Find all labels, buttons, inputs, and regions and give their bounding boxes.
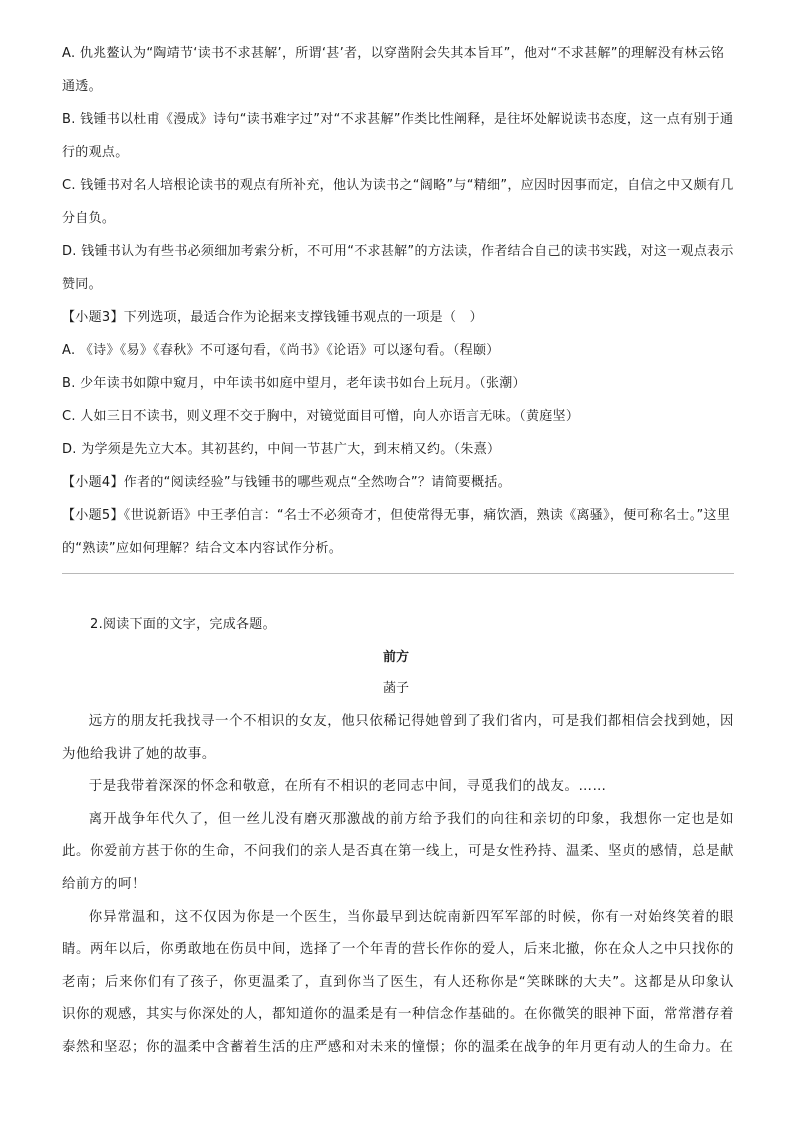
option-text: 为学须是先立大本。其初甚约，中间一节甚广大，到末梢又约。（朱熹） xyxy=(81,442,501,457)
option-text: 仇兆鳌认为“陶靖节‘读书不求甚解’，所谓‘甚’者，以穿凿附会失其本旨耳”，他对“不求甚解”的理解没有林云铭通透。 xyxy=(62,46,725,94)
question4-text: 【小题4】作者的“阅读经验”与钱锺书的哪些观点“全然吻合”？请简要概括。 xyxy=(62,475,512,490)
option-text: 《诗》《易》《春秋》不可逐句看，《尚书》《论语》可以逐句看。（程颐） xyxy=(79,343,500,358)
option-text: 钱锺书认为有些书必须细加考索分析，不可用“不求甚解”的方法读，作者结合自己的读书实践，对这一观点表示赞同。 xyxy=(62,244,734,292)
option-3b xyxy=(62,367,734,400)
option-text: 钱锺书对名人培根论读书的观点有所补充，他认为读书之“阔略”与“精细”，应因时因事而定，自信之中又颇有几分自负。 xyxy=(62,178,734,226)
option-label: B. xyxy=(62,376,76,391)
option-label: D. xyxy=(62,442,77,457)
question3-stem: 【小题3】下列选项，最适合作为论据来支撑钱锺书观点的一项是（ ） xyxy=(62,310,483,325)
option-label: B. xyxy=(62,112,76,127)
article-paragraph: 于是我带着深深的怀念和敬意，在所有不相识的老同志中间，寻觅我们的战友。…… xyxy=(88,779,607,795)
article-body xyxy=(62,706,734,1065)
option-label: A. xyxy=(62,343,76,358)
option-label: D. xyxy=(62,244,77,259)
option-label: A. xyxy=(62,46,76,61)
option-label: C. xyxy=(62,409,76,424)
option-2b xyxy=(62,103,734,169)
option-text: 钱锺书以杜甫《漫成》诗句“读书难字过”对“不求甚解”作类比性阐释，是往坏处解说读书态度，这一点有别于通行的观点。 xyxy=(62,112,734,160)
option-text: 人如三日不读书，则义理不交于胸中，对镜觉面目可憎，向人亦语言无味。（黄庭坚） xyxy=(80,409,580,424)
article-paragraph: 你异常温和，这不仅因为你是一个医生，当你最早到达皖南新四军军部的时候，你有一对始终笑着的眼睛。两年以后，你勇敢地在伤员中间，选择了一个年青的营长作你的爱人，后来北撤，你在众人之中只找你的老南；后来你们有了孩子，你更温柔了，直到你当了医生，有人还称你是“笑眯眯的大夫”。这都是从印象认识你的观感，其实与你深处的人，都知道你的温柔是有一种信念作基础的。在你微笑的眼神下面，常常潜存着泰然和坚忍；你的温柔中含蓄着生活的庄严感和对未来的憧憬；你的温柔在战争的年月更有动人的生命力。在 xyxy=(62,909,734,1055)
article-title: 前方 xyxy=(382,650,409,665)
question5-text: 【小题5】《世说新语》中王孝伯言：“名士不必须奇才，但使常得无事，痛饮酒，熟读《离骚》，便可称名士。”这里的“熟读”应如何理解？结合文本内容试作分析。 xyxy=(62,508,731,556)
option-3d xyxy=(62,433,734,466)
article-paragraph: 远方的朋友托我找寻一个不相识的女友，他只依稀记得她曾到了我们省内，可是我们都相信会找到她，因为他给我讲了她的故事。 xyxy=(62,714,734,762)
option-3a xyxy=(62,334,734,367)
section2-intro: 2.阅读下面的文字，完成各题。 xyxy=(90,617,276,632)
option-2d xyxy=(62,235,734,301)
option-3c xyxy=(62,400,734,433)
article-paragraph: 离开战争年代久了，但一丝儿没有磨灭那激战的前方给予我们的向往和亲切的印象，我想你一定也是如此。你爱前方甚于你的生命，不问我们的亲人是否真在第一线上，可是女性矜持、温柔、坚贞的感情，总是献给前方的呵！ xyxy=(62,811,734,892)
option-text: 少年读书如隙中窥月，中年读书如庭中望月，老年读书如台上玩月。（张潮） xyxy=(80,376,526,391)
section-divider xyxy=(62,573,734,574)
option-2a xyxy=(62,37,734,103)
question2-options xyxy=(62,37,734,565)
option-label: C. xyxy=(62,178,76,193)
article-author: 菡子 xyxy=(382,681,409,696)
option-2c xyxy=(62,169,734,235)
